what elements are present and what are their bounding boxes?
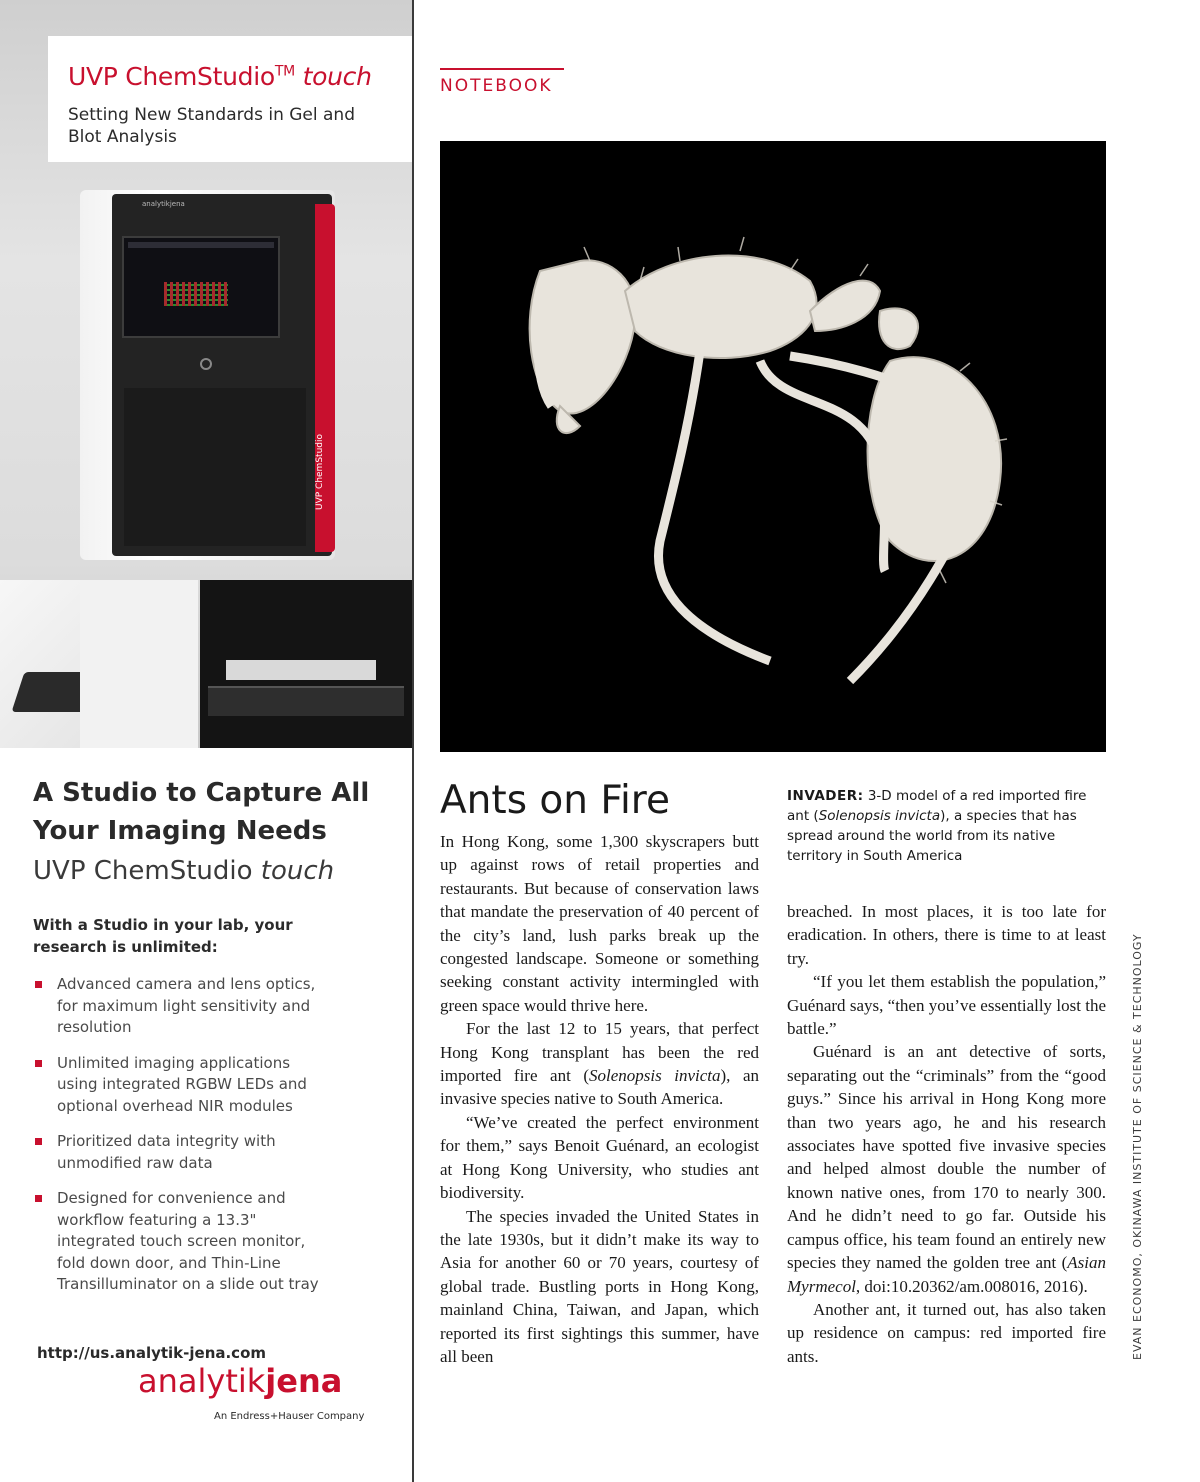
ad-product-name <box>33 856 334 886</box>
ad-header-box <box>48 36 412 162</box>
logo-analytik: analytik <box>138 1362 266 1400</box>
ant-3d-model-image <box>440 141 1106 752</box>
photo-credit: EVAN ECONOMO, OKINAWA INSTITUTE OF SCIENCE & TECHNOLOGY <box>1131 933 1144 1360</box>
machine-side-wall <box>80 580 198 748</box>
ad-feature-text: Advanced camera and lens optics, for maximum light sensitivity and resolution <box>57 975 316 1036</box>
page-divider <box>412 0 414 1482</box>
paragraph-text: For the last 12 to 15 years, that perfect Hong Kong transplant has been the red imported fire ant ( <box>440 1019 759 1086</box>
bullet-icon <box>35 1060 42 1067</box>
ad-brand-title <box>68 62 372 91</box>
machine-touch-screen <box>122 236 280 338</box>
caption-label: INVADER: <box>787 788 864 804</box>
chemstudio-machine-image <box>80 190 335 560</box>
ad-brand-name: UVP ChemStudio <box>68 62 275 91</box>
species-name: Solenopsis invicta <box>588 1066 721 1086</box>
ant-postpetiole <box>879 308 918 349</box>
section-label: NOTEBOOK <box>440 76 553 96</box>
ant-middle-leg <box>760 361 885 571</box>
paragraph: Another ant, it turned out, has also taken up residence on campus: red imported fire ants. <box>787 1299 1106 1366</box>
paragraph <box>440 1017 759 1111</box>
transilluminator-plate <box>226 660 376 680</box>
ad-url-link[interactable]: http://us.analytik-jena.com <box>37 1344 267 1362</box>
ad-feature-item <box>33 1188 323 1296</box>
ad-brand-touch: touch <box>302 62 372 91</box>
ant-petiole <box>810 281 880 331</box>
screen-blot-image <box>164 282 228 306</box>
bullet-icon <box>35 1195 42 1202</box>
logo-jena: jena <box>265 1362 343 1400</box>
paragraph-text: Guénard is an ant detective of sorts, separating out the “criminals” from the “good guys.” Since his arrival in Hong Kong more than two years ago, he and his research associates have spotted five invasive species and helped almost double the number of known native ones, from 170 to nearly 300. And he didn’t need to go far. Outside his campus office, his team found an entirely new species they named the golden tree ant ( <box>787 1042 1106 1273</box>
paragraph: The species invaded the United States in the late 1930s, but it didn’t make its way to Asia for another 60 or 70 years, courtesy of global trade. Bustling ports in Hong Kong, mainland China, Taiwan, and Japan, which reported its first sightings this summer, have all been <box>440 1206 759 1366</box>
caption-text: 3-D model of a red imported fire ant ( <box>787 788 1087 824</box>
ad-hero-panel <box>0 0 412 748</box>
paragraph: In Hong Kong, some 1,300 skyscrapers butt up against rows of retail properties and restaurants. But because of conservation laws that mandate the preservation of 40 percent of the city’s land, lush parks break up the congested landscape. Someone or something seeking constant activity intermingled with green space would thrive here. <box>440 832 759 1015</box>
paragraph <box>787 1040 1106 1297</box>
article-column-1 <box>440 830 759 1368</box>
ad-product-touch: touch <box>260 856 335 886</box>
caption-species: Solenopsis invicta <box>818 808 941 824</box>
ad-feature-list <box>33 974 323 1310</box>
image-caption <box>787 786 1103 866</box>
caption-rest: ), a species that has spread around the world from its native territory in South America <box>787 808 1077 864</box>
ad-feature-text: Designed for convenience and workflow featuring a 13.3" integrated touch screen monitor, fold down door, and Thin-Line Transilluminator on a slide out tray <box>57 1189 319 1293</box>
paragraph: breached. In most places, it is too late for eradication. In others, there is time to at least try. <box>787 902 1106 968</box>
ad-photo-tray <box>0 580 198 748</box>
paragraph: “We’ve created the perfect environment for them,” says Benoit Guénard, an ecologist at Hong Kong University, who studies ant biodiversity. <box>440 1112 759 1203</box>
machine-side-label: UVP ChemStudio <box>315 434 325 510</box>
paragraph-text: , doi:10.20362/am.008016, 2016). <box>855 1276 1088 1296</box>
ad-feature-item <box>33 974 323 1039</box>
ad-feature-item <box>33 1053 323 1118</box>
fire-ant-illustration <box>440 141 1106 752</box>
paragraph: “If you let them establish the population,” Guénard says, “then you’ve essentially lost the battle.” <box>787 972 1106 1039</box>
screen-toolbar <box>128 242 274 248</box>
logo-subtitle: An Endress+Hauser Company <box>214 1411 365 1422</box>
ant-front-leg <box>658 351 770 661</box>
ant-thorax <box>625 256 816 359</box>
ad-feature-text: Unlimited imaging applications using integrated RGBW LEDs and optional overhead NIR modules <box>57 1053 307 1115</box>
bullet-icon <box>35 1138 42 1145</box>
machine-door <box>124 388 306 546</box>
ad-feature-text: Prioritized data integrity with unmodified raw data <box>57 1132 276 1172</box>
species-name: Asian Myrmecol <box>787 1253 1106 1296</box>
analytikjena-logo <box>138 1362 342 1400</box>
ad-photo-transilluminator <box>200 580 412 748</box>
paragraph-text: ), an invasive species native to South America. <box>440 1066 759 1109</box>
ad-product-label: UVP ChemStudio <box>33 856 253 886</box>
transilluminator-base <box>208 686 404 716</box>
ad-trademark: TM <box>274 63 295 80</box>
ad-headline: A Studio to Capture All Your Imaging Needs <box>33 778 370 846</box>
article-title: Ants on Fire <box>440 778 670 823</box>
article-column-2 <box>787 900 1106 1368</box>
section-rule <box>440 68 564 70</box>
ad-intro: With a Studio in your lab, your research is unlimited: <box>33 916 293 956</box>
machine-logo: analytikjena <box>142 200 185 208</box>
ad-tagline: Setting New Standards in Gel and Blot Analysis <box>68 105 355 147</box>
bullet-icon <box>35 981 42 988</box>
ad-feature-item <box>33 1131 323 1174</box>
advertisement <box>0 0 413 1482</box>
power-button-icon <box>200 358 212 370</box>
